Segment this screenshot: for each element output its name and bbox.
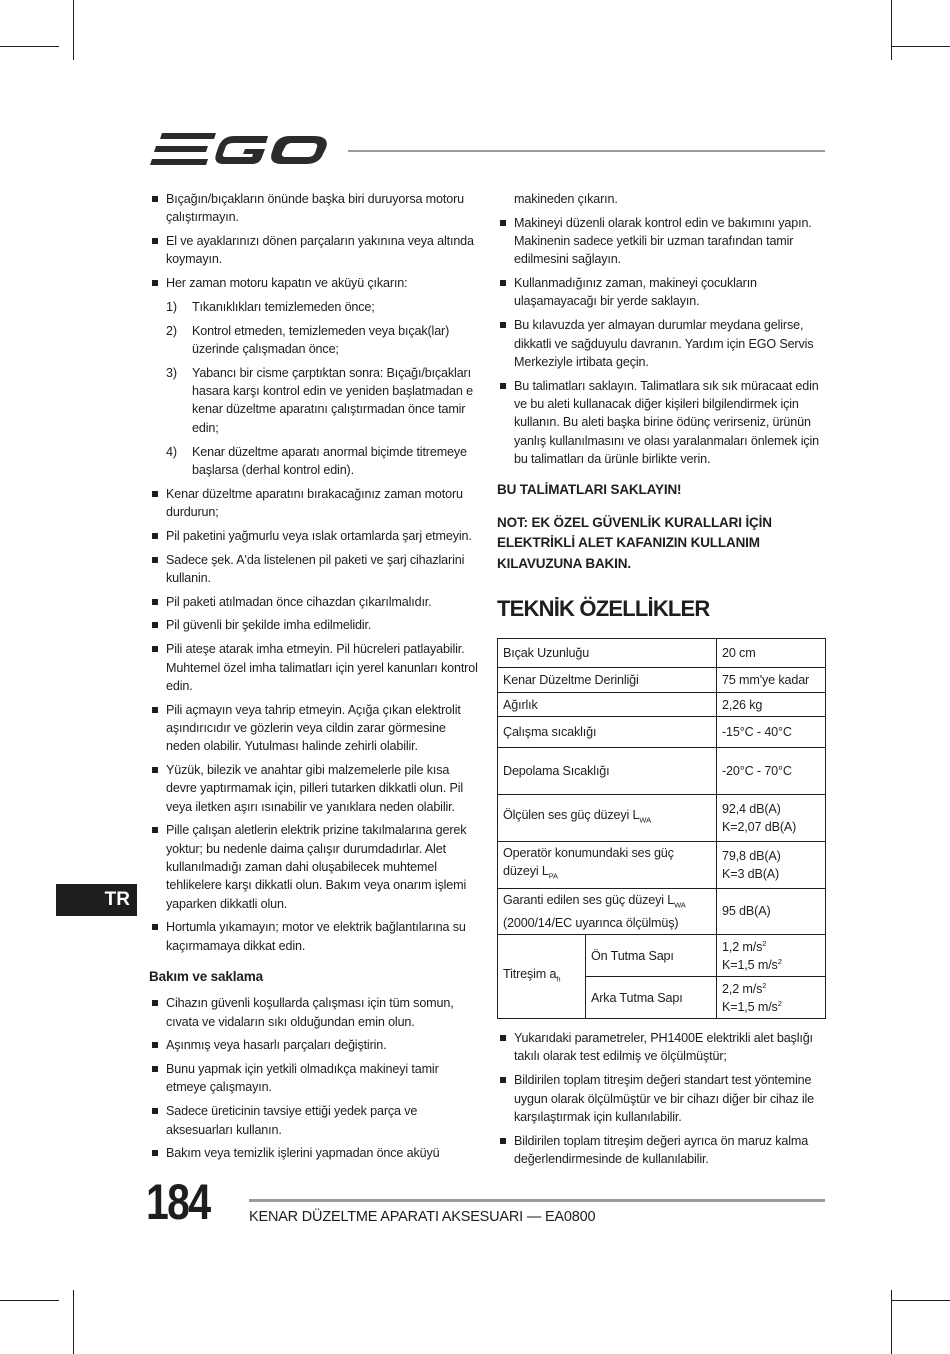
spec-value-line: K=2,07 dB(A): [722, 820, 797, 835]
spec-value: [717, 977, 826, 1019]
crop-mark: [0, 1300, 59, 1301]
list-item: Hortumla yıkamayın; motor ve elektrik bağlantılarına su kaçırmamaya dikkat edin.: [149, 918, 481, 955]
spec-value: [717, 842, 826, 889]
spec-value: 2,26 kg: [717, 693, 826, 717]
spec-value-line: K=1,5 m/s: [722, 957, 778, 972]
list-item: Yüzük, bilezik ve anahtar gibi malzemelerle pile kısa devre yaptırmamak için, pilleri tutarken dikkatli olun. Pil veya iletken aşırı ısınabilir ve yanıklara neden olabilir.: [149, 761, 481, 816]
spec-value: -20°C - 70°C: [717, 748, 826, 795]
list-item: Makineyi düzenli olarak kontrol edin ve bakımını yapın. Makinenin sadece yetkili bir uzman tarafından tamir edilmesini sağlayın.: [497, 214, 827, 269]
crop-mark: [891, 1300, 950, 1301]
table-row: [498, 935, 826, 977]
extra-safety-note: NOT: EK ÖZEL GÜVENLİK KURALLARI İÇİN ELEKTRİKLİ ALET KAFANIZIN KULLANIM KILAVUZUNA BAKIN.: [497, 514, 772, 571]
numbered-item: [149, 364, 481, 437]
language-tab: TR: [56, 884, 137, 916]
list-item: Bu talimatları saklayın. Talimatlara sık sık müracaat edin ve bu aleti kullanacak diğer kişileri bilgilendirmek için kullanın. Bu aleti başka birine ödünç verirseniz, ürünün yanlış kullanılmasını ve olası yaralanmaları önlemek için bu talimatları da ürünle birlikte verin.: [497, 377, 827, 468]
item-text: Kontrol etmeden, temizlemeden veya bıçak(lar) üzerinde çalışmadan önce;: [192, 323, 450, 357]
unit-superscript: 2: [777, 998, 782, 1008]
list-item: Pil güvenli bir şekilde imha edilmelidir.: [149, 616, 481, 634]
list-item: Pil paketi atılmadan önce cihazdan çıkarılmalıdır.: [149, 593, 481, 611]
list-item-continued: makineden çıkarın.: [514, 192, 618, 206]
list-item: El ve ayaklarınızı dönen parçaların yakınına veya altında koymayın.: [149, 232, 481, 269]
item-number: 3): [166, 365, 177, 380]
list-item: Kullanmadığınız zaman, makineyi çocukların ulaşamayacağı bir yerde saklayın.: [497, 274, 827, 311]
spec-sublabel: Arka Tutma Sapı: [586, 977, 717, 1019]
list-item: Bunu yapmak için yetkili olmadıkça makineyi tamir etmeye çalışmayın.: [149, 1060, 481, 1097]
item-text: Kenar düzeltme aparatı anormal biçimde titremeye başlarsa (derhal kontrol edin).: [192, 444, 467, 477]
right-column: [497, 190, 827, 1174]
crop-mark: [891, 0, 892, 60]
list-item: Pil paketini yağmurlu veya ıslak ortamlarda şarj etmeyin.: [149, 527, 481, 545]
spec-label: [498, 935, 586, 1019]
unit-superscript: 2: [762, 980, 767, 990]
spec-value: [717, 935, 826, 977]
spec-label-text: Operatör konumundaki ses güç düzeyi L: [503, 846, 674, 879]
list-item: Sadece üreticinin tavsiye ettiği yedek parça ve aksesuarları kullanın.: [149, 1102, 481, 1139]
list-item: Cihazın güvenli koşullarda çalışması için tüm somun, cıvata ve vidaların sıkı olduğundan emin olun.: [149, 994, 481, 1031]
specs-notes-list: [497, 1029, 827, 1168]
item-text: Yabancı bir cisme çarptıktan sonra: Bıçağı/bıçakları hasara karşı kontrol edin ve yeniden başlatmadan e kenar düzeltme aparatını çalıştırmadan önce tamir edin;: [192, 365, 473, 435]
safety-list-a: [149, 190, 481, 292]
list-item: Pili açmayın veya tahrip etmeyin. Açığa çıkan elektrolit aşındırıcıdır ve gözlerin veya cildin zarar görmesine neden olabilir. Yutulması halinde zehirli olabilir.: [149, 701, 481, 756]
table-row: [498, 842, 826, 889]
spec-label: [498, 842, 717, 889]
footer-rule: [249, 1199, 825, 1202]
list-item: Pili ateşe atarak imha etmeyin. Pil hücreleri patlayabilir. Muhtemel özel imha talimatları için yerel kanunları kontrol edin.: [149, 640, 481, 695]
footer-title: KENAR DÜZELTME APARATI AKSESUARI — EA0800: [249, 1209, 596, 1225]
spec-value: 75 mm'ye kadar: [717, 668, 826, 693]
unit-superscript: 2: [777, 956, 782, 966]
list-item: Bildirilen toplam titreşim değeri ayrıca ön maruz kalma değerlendirmesinde de kullanılabilir.: [497, 1132, 827, 1169]
table-row: [498, 668, 826, 693]
maintenance-list: [149, 994, 481, 1162]
spec-label: [498, 795, 717, 842]
table-row: [498, 748, 826, 795]
crop-mark: [73, 0, 74, 60]
table-row: [498, 888, 826, 935]
spec-value: -15°C - 40°C: [717, 717, 826, 748]
spec-label: Kenar Düzeltme Derinliği: [498, 668, 717, 693]
list-item: Bıçağın/bıçakların önünde başka biri duruyorsa motoru çalıştırmayın.: [149, 190, 481, 227]
numbered-list: [149, 298, 481, 479]
save-instructions-note: BU TALİMATLARI SAKLAYIN!: [497, 482, 682, 498]
specs-title: TEKNİK ÖZELLİKLER: [497, 596, 710, 622]
spec-value: 95 dB(A): [717, 888, 826, 935]
spec-label-subscript: PA: [548, 871, 558, 881]
spec-label: Depolama Sıcaklığı: [498, 748, 717, 795]
list-item: Bildirilen toplam titreşim değeri standart test yöntemine uygun olarak ölçülmüştür ve bir cihazı diğer bir cihaz ile karşılaştırmak için kullanılabilir.: [497, 1071, 827, 1126]
header-rule: [348, 150, 825, 152]
spec-label-text: Titreşim a: [503, 966, 557, 981]
unit-superscript: 2: [762, 938, 767, 948]
spec-label-text: Garanti edilen ses güç düzeyi L: [503, 892, 675, 907]
numbered-item: [149, 298, 481, 316]
list-item: Pille çalışan aletlerin elektrik prizine takılmalarına gerek yoktur; bu nedenle daima çalışır durumdadırlar. Alet kullanılmadığı zaman dahi oluşabilecek muhtemel tehlikelere karşı dikkatli olun. Bakım veya onarım işlemi yaparken dikkatli olun.: [149, 821, 481, 912]
spec-value-line: 79,8 dB(A): [722, 848, 781, 863]
spec-label-text: Ölçülen ses güç düzeyi L: [503, 808, 640, 823]
spec-label: Bıçak Uzunluğu: [498, 639, 717, 668]
list-item: Bu kılavuzda yer almayan durumlar meydana gelirse, dikkatli ve sağduyulu davranın. Yardım için EGO Servis Merkeziyle irtibata geçin.: [497, 316, 827, 371]
numbered-item: [149, 322, 481, 359]
spec-label: Çalışma sıcaklığı: [498, 717, 717, 748]
specs-table: [497, 638, 826, 1019]
table-row: [498, 639, 826, 668]
spec-value-line: 92,4 dB(A): [722, 802, 781, 817]
spec-label: [498, 888, 717, 935]
crop-mark: [73, 1290, 74, 1354]
safety-list-b: [149, 485, 481, 955]
ego-logo: [150, 130, 330, 170]
crop-mark: [891, 1290, 892, 1354]
item-text: Tıkanıklıkları temizlemeden önce;: [192, 299, 375, 314]
spec-label-subscript: WA: [674, 900, 686, 910]
safety-list-c: [497, 190, 827, 468]
spec-value-line: 2,2 m/s: [722, 981, 763, 996]
spec-value: [717, 795, 826, 842]
crop-mark: [0, 46, 59, 47]
crop-mark: [891, 46, 950, 47]
left-column: [149, 190, 481, 1168]
list-item: Sadece şek. A'da listelenen pil paketi ve şarj cihazlarini kullanin.: [149, 551, 481, 588]
list-item: Bakım veya temizlik işlerini yapmadan önce aküyü: [149, 1144, 481, 1162]
item-number: 1): [166, 299, 177, 314]
maintenance-heading: Bakım ve saklama: [149, 968, 263, 984]
list-item: Kenar düzeltme aparatını bırakacağınız zaman motoru durdurun;: [149, 485, 481, 522]
spec-value-line: K=3 dB(A): [722, 866, 780, 881]
item-number: 4): [166, 444, 177, 459]
spec-label: Ağırlık: [498, 693, 717, 717]
spec-sublabel: Ön Tutma Sapı: [586, 935, 717, 977]
item-number: 2): [166, 323, 177, 338]
table-row: [498, 717, 826, 748]
list-item: Yukarıdaki parametreler, PH1400E elektrikli alet başlığı takılı olarak test edilmiş ve ölçülmüştür;: [497, 1029, 827, 1066]
spec-value-line: 1,2 m/s: [722, 939, 763, 954]
list-item: Aşınmış veya hasarlı parçaları değiştirin.: [149, 1036, 481, 1054]
spec-value: 20 cm: [717, 639, 826, 668]
table-row: [498, 693, 826, 717]
spec-label-subscript: WA: [639, 815, 651, 825]
table-row: [498, 795, 826, 842]
spec-label-text: (2000/14/EC uyarınca ölçülmüş): [503, 916, 679, 931]
spec-label-subscript: h: [556, 974, 561, 984]
list-item: Her zaman motoru kapatın ve aküyü çıkarın:: [149, 274, 481, 292]
page-number: 184: [146, 1174, 210, 1230]
spec-value-line: K=1,5 m/s: [722, 999, 778, 1014]
numbered-item: [149, 443, 481, 480]
